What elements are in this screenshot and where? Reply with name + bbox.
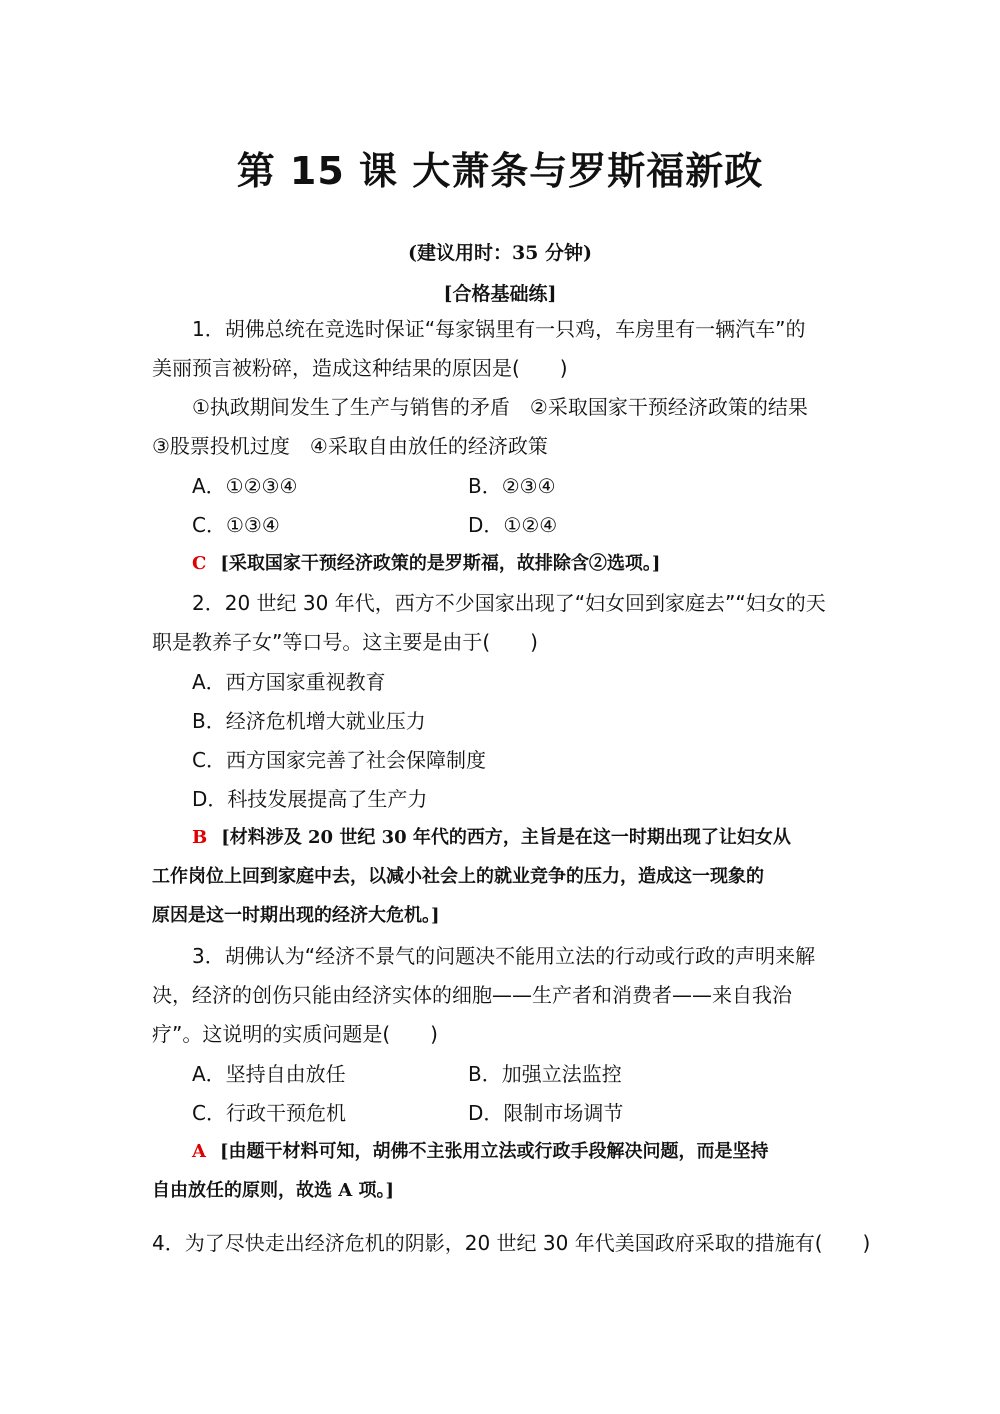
q2-stem-line-2: 职是教养子女”等口号。这主要是由于( )	[152, 630, 538, 654]
q3-stem-line-1: 3．胡佛认为“经济不景气的问题决不能用立法的行动或行政的声明来解	[192, 944, 816, 968]
q2-stem-line-1: 2．20 世纪 30 年代，西方不少国家出现了“妇女回到家庭去”“妇女的天	[192, 591, 826, 615]
q1-items-line-1: ①执政期间发生了生产与销售的矛盾 ②采取国家干预经济政策的结果	[192, 395, 808, 419]
time-note: (建议用时：35 分钟)	[407, 242, 593, 264]
q3-explanation-line-1: [由题干材料可知，胡佛不主张用立法或行政手段解决问题，而是坚持	[219, 1141, 769, 1162]
q3-answer-letter: A	[192, 1141, 206, 1162]
q3-option-a: A．坚持自由放任	[192, 1062, 346, 1086]
q3-option-b: B．加强立法监控	[468, 1062, 622, 1086]
q1-stem-line-2: 美丽预言被粉碎，造成这种结果的原因是( )	[152, 356, 568, 380]
q1-option-a: A．①②③④	[192, 474, 298, 498]
q1-stem-line-1: 1．胡佛总统在竞选时保证“每家锅里有一只鸡，车房里有一辆汽车”的	[192, 317, 806, 341]
q1-option-c: C．①③④	[192, 513, 280, 537]
q1-explanation: [采取国家干预经济政策的是罗斯福，故排除含②选项。]	[220, 553, 661, 574]
q4-stem-line-1: 4．为了尽快走出经济危机的阴影，20 世纪 30 年代美国政府采取的措施有( )	[152, 1231, 871, 1255]
q2-explanation-line-3: 原因是这一时期出现的经济大危机。]	[152, 905, 440, 926]
q1-items-line-2: ③股票投机过度 ④采取自由放任的经济政策	[152, 434, 548, 458]
q2-option-b: B．经济危机增大就业压力	[192, 709, 426, 733]
q2-option-a: A．西方国家重视教育	[192, 670, 386, 694]
q3-option-d: D．限制市场调节	[468, 1101, 624, 1125]
q2-option-c: C．西方国家完善了社会保障制度	[192, 748, 486, 772]
q1-option-d: D．①②④	[468, 513, 558, 537]
q1-option-b: B．②③④	[468, 474, 556, 498]
q2-explanation-line-2: 工作岗位上回到家庭中去，以减小社会上的就业竞争的压力，造成这一现象的	[152, 866, 764, 887]
q3-stem-line-3: 疗”。这说明的实质问题是( )	[152, 1022, 438, 1046]
section-heading: [合格基础练]	[443, 283, 557, 305]
q2-option-d: D．科技发展提高了生产力	[192, 787, 428, 811]
page-title: 第 15 课 大萧条与罗斯福新政	[236, 149, 764, 193]
q3-answer-block	[192, 1139, 768, 1165]
q3-explanation-line-2: 自由放任的原则，故选 A 项。]	[152, 1180, 395, 1201]
q3-option-c: C．行政干预危机	[192, 1101, 346, 1125]
q2-answer-letter: B	[192, 827, 208, 848]
q3-stem-line-2: 决，经济的创伤只能由经济实体的细胞——生产者和消费者——来自我治	[152, 983, 792, 1007]
q1-answer-block	[192, 551, 660, 577]
q2-answer-block	[192, 825, 791, 851]
q2-explanation-line-1: [材料涉及 20 世纪 30 年代的西方，主旨是在这一时期出现了让妇女从	[221, 827, 791, 848]
q1-answer-letter: C	[192, 553, 207, 574]
